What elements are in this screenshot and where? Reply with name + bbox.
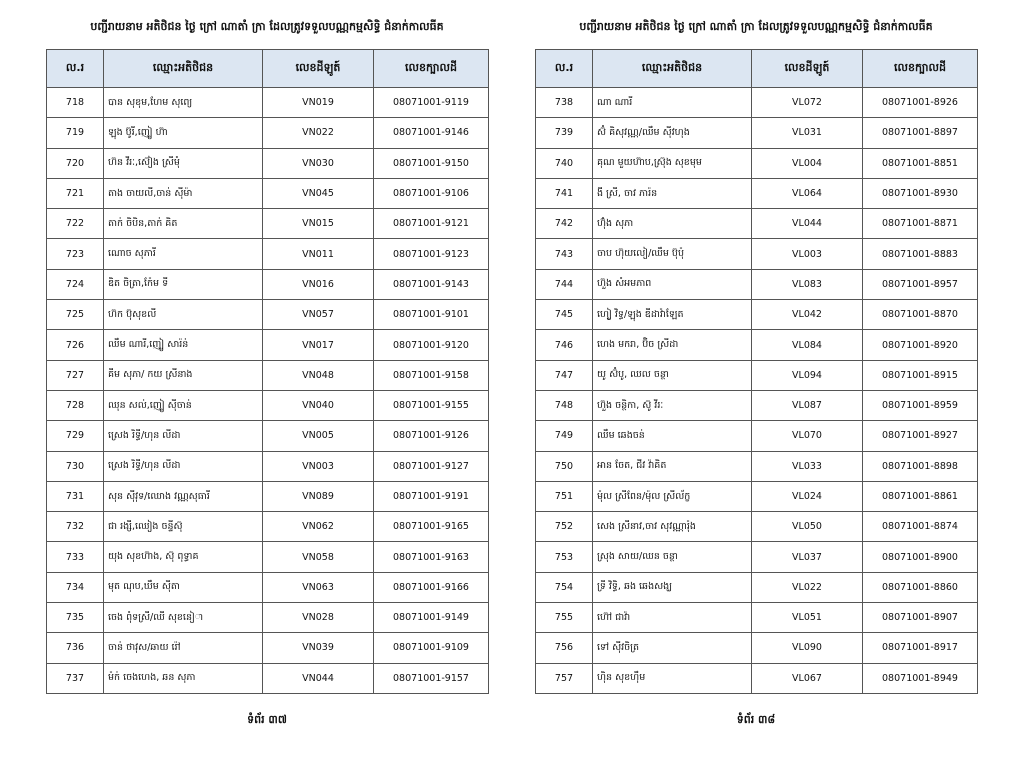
cell-lot-number: VL051 xyxy=(752,603,863,633)
cell-lot-number: VL094 xyxy=(752,360,863,390)
table-row xyxy=(47,542,489,572)
cell-plot-number: 08071001-8870 xyxy=(863,300,978,330)
cell-lot-number: VL003 xyxy=(752,239,863,269)
cell-number: 737 xyxy=(47,663,104,693)
cell-plot-number: 08071001-9158 xyxy=(374,360,489,390)
cell-lot-number: VN039 xyxy=(263,633,374,663)
cell-client-name: ស្រុង សាយ/ឈន ចន្ថា xyxy=(593,542,752,572)
cell-number: 747 xyxy=(536,360,593,390)
cell-lot-number: VL064 xyxy=(752,178,863,208)
cell-number: 745 xyxy=(536,300,593,330)
cell-plot-number: 08071001-9121 xyxy=(374,209,489,239)
cell-number: 748 xyxy=(536,390,593,420)
cell-lot-number: VL050 xyxy=(752,512,863,542)
cell-client-name: ទ្រី វិទ្ធិ, ឆង ឆេងសង្ឃ xyxy=(593,572,752,602)
cell-lot-number: VN022 xyxy=(263,118,374,148)
cell-plot-number: 08071001-8917 xyxy=(863,633,978,663)
cell-lot-number: VN063 xyxy=(263,572,374,602)
cell-number: 733 xyxy=(47,542,104,572)
client-table xyxy=(46,49,489,694)
header-plot-number: លេខក្បាលដី xyxy=(863,50,978,88)
cell-lot-number: VN005 xyxy=(263,421,374,451)
cell-client-name: ហ៊ៅ ជាវ៉ា xyxy=(593,603,752,633)
header-client-name: ឈ្មោះអតិថិជន xyxy=(593,50,752,88)
cell-plot-number: 08071001-8915 xyxy=(863,360,978,390)
cell-plot-number: 08071001-8871 xyxy=(863,209,978,239)
cell-lot-number: VN045 xyxy=(263,178,374,208)
cell-client-name: គុណ មួយហ៊ាប,ស្រ៊ុង សុខមុម xyxy=(593,148,752,178)
table-row xyxy=(536,148,978,178)
cell-client-name: តាក់ ចិបិន,តាក់ គិត xyxy=(104,209,263,239)
table-row xyxy=(47,633,489,663)
cell-client-name: ហ៊ុំង សុភា xyxy=(593,209,752,239)
table-row xyxy=(47,148,489,178)
cell-client-name: អាន ចែត, ជីវ វ៉ាគិត xyxy=(593,451,752,481)
table-row xyxy=(536,512,978,542)
table-row xyxy=(536,481,978,511)
cell-number: 721 xyxy=(47,178,104,208)
cell-client-name: ចាន់ ថាវុស/ឆាយ រ៉ៅ xyxy=(104,633,263,663)
cell-number: 753 xyxy=(536,542,593,572)
table-row xyxy=(536,360,978,390)
cell-number: 740 xyxy=(536,148,593,178)
cell-client-name: ម៉ក់ ចេងហេង, ឆន សុភា xyxy=(104,663,263,693)
cell-lot-number: VL072 xyxy=(752,88,863,118)
cell-plot-number: 08071001-9150 xyxy=(374,148,489,178)
cell-client-name: ណោច សុភារី xyxy=(104,239,263,269)
cell-client-name: សេង ស្រីនាវ,ចាវ សុវណ្ណារ៉ុង xyxy=(593,512,752,542)
cell-lot-number: VL024 xyxy=(752,481,863,511)
cell-lot-number: VL067 xyxy=(752,663,863,693)
cell-plot-number: 08071001-9143 xyxy=(374,269,489,299)
cell-client-name: មុត ណុប,ឃឹម ស៊ីតា xyxy=(104,572,263,602)
cell-client-name: ឡុង ប៊ូរី,ញៀ្ង ហ៊ា xyxy=(104,118,263,148)
header-lot-number: លេខដីឡូត៍ xyxy=(263,50,374,88)
cell-lot-number: VN089 xyxy=(263,481,374,511)
cell-number: 730 xyxy=(47,451,104,481)
table-row xyxy=(536,451,978,481)
cell-number: 732 xyxy=(47,512,104,542)
cell-plot-number: 08071001-8898 xyxy=(863,451,978,481)
cell-plot-number: 08071001-9120 xyxy=(374,330,489,360)
cell-number: 724 xyxy=(47,269,104,299)
cell-client-name: ទៅ ស៊ីវចិត្រ xyxy=(593,633,752,663)
cell-client-name: សុន ស៊ីវុទ/ឈោង វណ្ណសុធារី xyxy=(104,481,263,511)
cell-lot-number: VL022 xyxy=(752,572,863,602)
table-header-row xyxy=(47,50,489,88)
page-number: ទំព័រ ៣៨ xyxy=(736,713,776,726)
cell-lot-number: VN003 xyxy=(263,451,374,481)
cell-client-name: តាង ចាយលី,ចាន់ ស៊ីម៉ា xyxy=(104,178,263,208)
cell-lot-number: VN017 xyxy=(263,330,374,360)
cell-lot-number: VL042 xyxy=(752,300,863,330)
table-row xyxy=(47,209,489,239)
cell-client-name: ហ៊ិន សុខហ៊ឹម xyxy=(593,663,752,693)
cell-client-name: ឈឹម ឆេងចន់ xyxy=(593,421,752,451)
cell-lot-number: VN016 xyxy=(263,269,374,299)
cell-number: 719 xyxy=(47,118,104,148)
cell-number: 755 xyxy=(536,603,593,633)
table-row xyxy=(47,178,489,208)
cell-number: 743 xyxy=(536,239,593,269)
table-row xyxy=(536,421,978,451)
cell-client-name: ស្រេង រិទ្ធី/ហុន លីដា xyxy=(104,451,263,481)
cell-plot-number: 08071001-8959 xyxy=(863,390,978,420)
cell-lot-number: VN057 xyxy=(263,300,374,330)
cell-lot-number: VL084 xyxy=(752,330,863,360)
cell-lot-number: VL083 xyxy=(752,269,863,299)
cell-lot-number: VL070 xyxy=(752,421,863,451)
cell-client-name: ហៀ្ង វិទ្ធ/ឡុង ឌីដាវ៉ាឡែត xyxy=(593,300,752,330)
table-row xyxy=(536,239,978,269)
cell-plot-number: 08071001-8883 xyxy=(863,239,978,269)
cell-number: 757 xyxy=(536,663,593,693)
cell-client-name: យុង សុខហ៊ាង, ស៊ុ ពុទ្ធាគ xyxy=(104,542,263,572)
cell-client-name: យូ ស៊ំបូ, ឈល ចន្ថា xyxy=(593,360,752,390)
cell-client-name: ឌិត ចិត្រា,ក៉ែម ទី xyxy=(104,269,263,299)
cell-number: 735 xyxy=(47,603,104,633)
cell-number: 725 xyxy=(47,300,104,330)
cell-number: 728 xyxy=(47,390,104,420)
cell-number: 752 xyxy=(536,512,593,542)
cell-client-name: ស្រេង រិទ្ធី/ហុន លីដា xyxy=(104,421,263,451)
cell-plot-number: 08071001-9191 xyxy=(374,481,489,511)
cell-lot-number: VN048 xyxy=(263,360,374,390)
table-row xyxy=(536,663,978,693)
table-row xyxy=(47,663,489,693)
cell-number: 744 xyxy=(536,269,593,299)
cell-number: 727 xyxy=(47,360,104,390)
cell-client-name: ស៊ំ គិសុវណ្ណ/ឈឹម ស៊ីវហុង xyxy=(593,118,752,148)
cell-lot-number: VN011 xyxy=(263,239,374,269)
cell-number: 751 xyxy=(536,481,593,511)
cell-plot-number: 08071001-8927 xyxy=(863,421,978,451)
cell-plot-number: 08071001-8900 xyxy=(863,542,978,572)
cell-plot-number: 08071001-8926 xyxy=(863,88,978,118)
cell-number: 726 xyxy=(47,330,104,360)
cell-lot-number: VN019 xyxy=(263,88,374,118)
cell-client-name: ហេង មករា, ប៊ិច ស្រីដា xyxy=(593,330,752,360)
cell-lot-number: VN030 xyxy=(263,148,374,178)
table-row xyxy=(536,88,978,118)
table-row xyxy=(536,269,978,299)
cell-number: 742 xyxy=(536,209,593,239)
table-row xyxy=(47,88,489,118)
cell-lot-number: VL090 xyxy=(752,633,863,663)
cell-plot-number: 08071001-9155 xyxy=(374,390,489,420)
table-row xyxy=(47,300,489,330)
table-row xyxy=(47,603,489,633)
cell-lot-number: VL044 xyxy=(752,209,863,239)
cell-plot-number: 08071001-9119 xyxy=(374,88,489,118)
table-row xyxy=(536,603,978,633)
table-row xyxy=(47,269,489,299)
table-row xyxy=(47,118,489,148)
cell-plot-number: 08071001-8957 xyxy=(863,269,978,299)
cell-client-name: ម៉ុល ស្រីពែន/ម៉ុល ស្រីល័ក្ខ xyxy=(593,481,752,511)
cell-plot-number: 08071001-9146 xyxy=(374,118,489,148)
cell-client-name: ឈឹម ណារី,ញៀ្ង សារ៉ន់ xyxy=(104,330,263,360)
table-header-row xyxy=(536,50,978,88)
cell-client-name: ណា ណារី xyxy=(593,88,752,118)
cell-lot-number: VL031 xyxy=(752,118,863,148)
cell-number: 754 xyxy=(536,572,593,602)
cell-plot-number: 08071001-9149 xyxy=(374,603,489,633)
cell-plot-number: 08071001-9163 xyxy=(374,542,489,572)
cell-plot-number: 08071001-8874 xyxy=(863,512,978,542)
cell-plot-number: 08071001-8851 xyxy=(863,148,978,178)
cell-plot-number: 08071001-9123 xyxy=(374,239,489,269)
cell-client-name: ហ៊ក ប៊ុសុខលី xyxy=(104,300,263,330)
cell-client-name: គីម សុភា/ កយ ស្រីនាង xyxy=(104,360,263,390)
cell-number: 722 xyxy=(47,209,104,239)
cell-client-name: ជា រង្សី,ឈៀង ចន្ទីស៊ុ xyxy=(104,512,263,542)
cell-plot-number: 08071001-8920 xyxy=(863,330,978,360)
table-body xyxy=(47,88,489,694)
cell-plot-number: 08071001-9157 xyxy=(374,663,489,693)
cell-plot-number: 08071001-8949 xyxy=(863,663,978,693)
cell-plot-number: 08071001-9165 xyxy=(374,512,489,542)
table-row xyxy=(47,360,489,390)
cell-number: 749 xyxy=(536,421,593,451)
cell-plot-number: 08071001-8930 xyxy=(863,178,978,208)
table-row xyxy=(47,512,489,542)
right-page xyxy=(535,0,977,759)
table-row xyxy=(47,390,489,420)
table-row xyxy=(536,209,978,239)
table-row xyxy=(47,421,489,451)
table-body xyxy=(536,88,978,694)
cell-client-name: ហ៊ន វីរៈ,ស៊ៀង ស្រីមុំ xyxy=(104,148,263,178)
cell-lot-number: VN044 xyxy=(263,663,374,693)
page-title: បញ្ជីរាយនាម អតិថិជន ថ្ងៃ ក្រៅ ណាតាំ ក្រា ដែលត្រូវទទួលបណ្ណកម្មសិទ្ធិ ជំនាក់កាលធីគ xyxy=(579,20,933,33)
cell-number: 723 xyxy=(47,239,104,269)
table-row xyxy=(536,178,978,208)
cell-lot-number: VN015 xyxy=(263,209,374,239)
cell-client-name: បាន សុខុម,ហែម សុព្យេ xyxy=(104,88,263,118)
cell-number: 741 xyxy=(536,178,593,208)
header-number: ល.រ xyxy=(47,50,104,88)
table-row xyxy=(536,300,978,330)
cell-plot-number: 08071001-9126 xyxy=(374,421,489,451)
cell-number: 756 xyxy=(536,633,593,663)
cell-plot-number: 08071001-8897 xyxy=(863,118,978,148)
header-number: ល.រ xyxy=(536,50,593,88)
table-row xyxy=(536,118,978,148)
table-row xyxy=(536,572,978,602)
cell-lot-number: VN040 xyxy=(263,390,374,420)
cell-number: 720 xyxy=(47,148,104,178)
left-page xyxy=(46,0,488,759)
cell-client-name: ហ៊ួង ចន្ថិកា, ស៊ូ វីរៈ xyxy=(593,390,752,420)
cell-number: 736 xyxy=(47,633,104,663)
cell-plot-number: 08071001-9109 xyxy=(374,633,489,663)
cell-number: 718 xyxy=(47,88,104,118)
cell-plot-number: 08071001-9166 xyxy=(374,572,489,602)
cell-plot-number: 08071001-8861 xyxy=(863,481,978,511)
page-number: ទំព័រ ៣៧ xyxy=(247,713,287,726)
cell-lot-number: VN028 xyxy=(263,603,374,633)
header-plot-number: លេខក្បាលដី xyxy=(374,50,489,88)
header-client-name: ឈ្មោះអតិថិជន xyxy=(104,50,263,88)
table-row xyxy=(536,390,978,420)
cell-plot-number: 08071001-9106 xyxy=(374,178,489,208)
cell-number: 750 xyxy=(536,451,593,481)
cell-client-name: ងី ស្រី, ចាវ ភារ៉ន xyxy=(593,178,752,208)
table-row xyxy=(47,330,489,360)
cell-client-name: ចាប ហ៊ុយលៀ/ឈឹម ប៊ុប៉ុ xyxy=(593,239,752,269)
page-title: បញ្ជីរាយនាម អតិថិជន ថ្ងៃ ក្រៅ ណាតាំ ក្រា ដែលត្រូវទទួលបណ្ណកម្មសិទ្ធិ ជំនាក់កាលធីគ xyxy=(90,20,444,33)
cell-lot-number: VL033 xyxy=(752,451,863,481)
cell-plot-number: 08071001-9127 xyxy=(374,451,489,481)
cell-lot-number: VL037 xyxy=(752,542,863,572)
cell-lot-number: VL004 xyxy=(752,148,863,178)
cell-number: 739 xyxy=(536,118,593,148)
table-row xyxy=(47,572,489,602)
cell-plot-number: 08071001-8907 xyxy=(863,603,978,633)
cell-client-name: ចេង ពុំទស្រី/ឈី សុខនៀា xyxy=(104,603,263,633)
table-row xyxy=(536,330,978,360)
table-row xyxy=(47,239,489,269)
cell-client-name: ហ៊ួង សំអមភាព xyxy=(593,269,752,299)
table-row xyxy=(47,451,489,481)
cell-lot-number: VN062 xyxy=(263,512,374,542)
cell-number: 731 xyxy=(47,481,104,511)
cell-number: 734 xyxy=(47,572,104,602)
cell-number: 746 xyxy=(536,330,593,360)
table-row xyxy=(47,481,489,511)
table-row xyxy=(536,542,978,572)
cell-lot-number: VL087 xyxy=(752,390,863,420)
cell-client-name: ឈុន សល់,ញៀ្ង ស៊ីចាន់ xyxy=(104,390,263,420)
table-row xyxy=(536,633,978,663)
cell-lot-number: VN058 xyxy=(263,542,374,572)
cell-number: 738 xyxy=(536,88,593,118)
client-table xyxy=(535,49,978,694)
cell-plot-number: 08071001-9101 xyxy=(374,300,489,330)
header-lot-number: លេខដីឡូត៍ xyxy=(752,50,863,88)
cell-plot-number: 08071001-8860 xyxy=(863,572,978,602)
cell-number: 729 xyxy=(47,421,104,451)
